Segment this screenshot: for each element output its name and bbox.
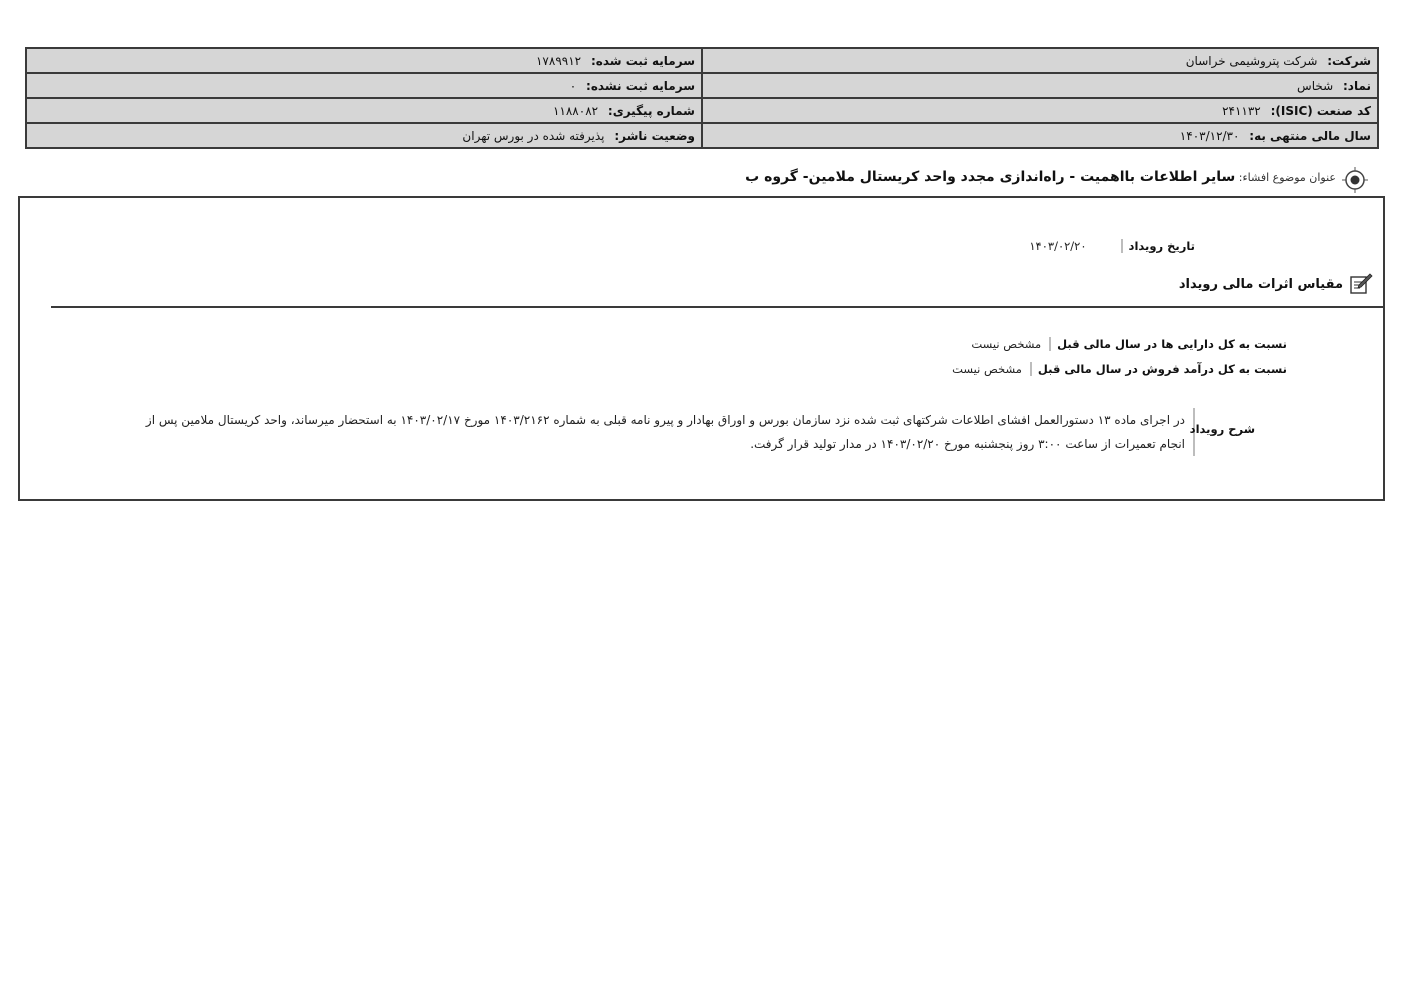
disclosure-subject: سایر اطلاعات بااهمیت - راه‌اندازی مجدد واحد کریستال ملامین- گروه ب (745, 169, 1236, 185)
event-date-value: ۱۴۰۳/۰۲/۲۰ (1029, 239, 1087, 253)
event-description-text: در اجرای ماده ۱۳ دستورالعمل افشای اطلاعات شرکتهای ثبت شده نزد سازمان بورس و اوراق بهادار و پیرو نامه قبلی به شماره ۱۴۰۳/۲۱۶۲ مورخ ۱۴۰۳/۰۲/۱۷ به استحضار میرساند، واحد کریستال ملامین پس از انجام تعمیرات از ساعت ۳:۰۰ روز پنجشنبه مورخ ۱۴۰۳/۰۲/۲۰ در مدار تولید قرار گرفت. (135, 408, 1195, 456)
disclosure-title-line (0, 166, 1388, 192)
info-row-fiscal-year (26, 123, 1378, 148)
tracking-label: شماره پیگیری: (607, 103, 695, 118)
fiscal-year-cell (702, 123, 1378, 148)
symbol-cell (702, 73, 1378, 98)
disclosure-subject-label: عنوان موضوع افشاء: (1238, 171, 1336, 184)
company-label: شرکت: (1327, 53, 1371, 68)
capital-unregistered-cell (26, 73, 702, 98)
financial-effects-title: مقیاس اثرات مالی رویداد (1178, 276, 1343, 292)
section-divider (51, 306, 1383, 308)
capital-registered-value: ۱۷۸۹۹۱۲ (535, 53, 582, 68)
isic-value: ۲۴۱۱۳۲ (1222, 103, 1261, 118)
info-row-symbol (26, 73, 1378, 98)
event-details-box (18, 196, 1385, 501)
info-row-isic (26, 98, 1378, 123)
event-description-row (135, 408, 1255, 456)
company-value: شرکت پتروشیمی خراسان (1185, 53, 1318, 68)
capital-registered-label: سرمایه ثبت شده: (590, 53, 695, 68)
target-bullet-icon (1342, 167, 1368, 193)
capital-unregistered-label: سرمایه ثبت نشده: (586, 78, 695, 93)
publisher-status-cell (26, 123, 702, 148)
publisher-status-value: پذیرفته شده در بورس تهران (462, 128, 605, 143)
capital-registered-cell (26, 48, 702, 73)
fiscal-year-label: سال مالی منتهی به: (1249, 128, 1371, 143)
event-date-row (1029, 236, 1195, 256)
revenue-ratio-value: مشخص نیست (952, 362, 1022, 376)
info-row-company (26, 48, 1378, 73)
company-cell (702, 48, 1378, 73)
revenue-ratio-row (952, 359, 1287, 379)
symbol-value: شخاس (1297, 78, 1334, 93)
event-description-label: شرح رویداد (1189, 422, 1255, 436)
tracking-value: ۱۱۸۸۰۸۲ (552, 103, 599, 118)
edit-note-icon (1349, 273, 1373, 295)
company-info-table (25, 47, 1379, 149)
event-date-label: تاریخ رویداد (1121, 239, 1195, 253)
isic-cell (702, 98, 1378, 123)
assets-ratio-label: نسبت به کل دارایی ها در سال مالی قبل (1049, 337, 1287, 351)
symbol-label: نماد: (1342, 78, 1371, 93)
capital-unregistered-value: ۰ (569, 78, 577, 93)
disclosure-title (745, 169, 1336, 185)
isic-label: کد صنعت (ISIC): (1270, 103, 1371, 118)
tracking-cell (26, 98, 702, 123)
fiscal-year-value: ۱۴۰۳/۱۲/۳۰ (1179, 128, 1240, 143)
revenue-ratio-label: نسبت به کل درآمد فروش در سال مالی قبل (1030, 362, 1287, 376)
publisher-status-label: وضعیت ناشر: (614, 128, 695, 143)
financial-effects-heading (1179, 272, 1373, 296)
assets-ratio-value: مشخص نیست (971, 337, 1042, 351)
assets-ratio-row (971, 334, 1287, 354)
